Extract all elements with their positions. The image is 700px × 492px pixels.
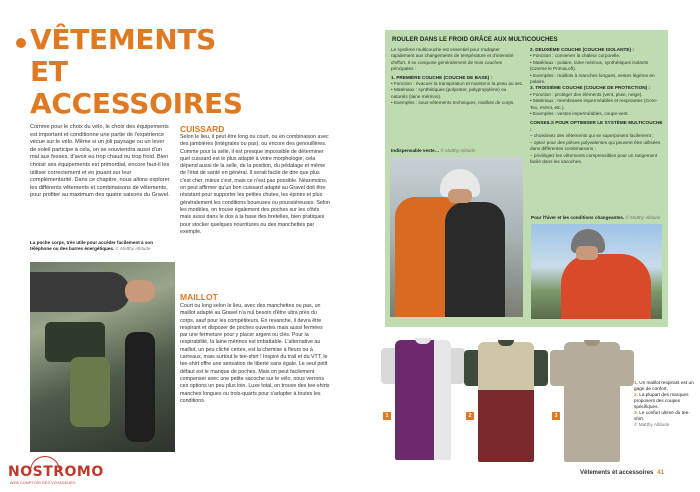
jersey-number-1: 1 [383, 412, 391, 420]
intro-paragraph: Comme pour le choix du vélo, le choix des équipements est important et conditionne une partie de l'expérience vécue sur le vélo. Même si un joli paysage ou un lever de soleil participe à cela, on se souviendra aussi d'un mal aux fesses, d'avoir eu trop chaud ou trop froid. Bien choisir ses équipements est primordial, encore faut-il les utiliser correctement et en jouant sur leur complémentarité. Dans ce chapitre, nous allons explorer les différents vêtements et combinaisons de vêtements, pour profiter au maximum des quatre saisons du Gravel. [30, 124, 170, 199]
caption-phone-pocket: La poche corps, très utile pour accéder facilement à son téléphone ou des barres énergétiques. © Matthy Altitude [30, 240, 154, 251]
jersey-3-image [550, 342, 634, 464]
jersey-2-image [464, 342, 548, 464]
photo-cyclist-pocket [30, 262, 175, 452]
page-number: 41 [657, 470, 665, 476]
jersey-number-3: 3 [552, 412, 560, 420]
publisher-logo: NOSTROMO WEB COMPTOIR DES VOYAGEURS [4, 456, 90, 490]
box-title: ROULER DANS LE FROID GRÂCE AUX MULTICOUCHES [392, 36, 558, 43]
page-title: VÊTEMENTS ET ACCESSOIRES [30, 23, 243, 120]
page-footer: Vêtements et accessoires 41 [580, 470, 665, 476]
jersey-1-image [381, 340, 465, 462]
caption-winter: Pour l'hiver et les conditions changeantes. © Matthy Altitude [531, 215, 661, 220]
box-column-right: 2. DEUXIÈME COUCHE (COUCHE ISOLANTE) : • Fonction : conserver la chaleur corporelle. • Matériaux : polaire, laine mérinos, synthétiques isolants (comme le PrimaLoft). • Exemples : maillots à manches longues, vestes légères en polaire. 3. TROISIÈME COUCHE (COUCHE DE PROTECTION) : • Fonction : protéger des éléments (vent, pluie, neige). • Matériaux : membranes imperméables et respirantes (Gore-Tex, eVent, etc.). • Exemples : vestes imperméables, coupe-vent. CONSEILS POUR OPTIMISER LE SYSTÈME MULTICOUCHE : – choisissez des vêtements qui se superposent facilement ; – optez pour des pièces polyvalentes qui peuvent être utilisées dans différentes combinaisons ; – privilégiez les vêtements compressibles pour un rangement facile dans les sacoches. [530, 47, 663, 164]
photo-cyclist-jacket [390, 157, 523, 317]
text-maillot: Court ou long selon le lieu, avec des manchettes ou pas, un maillot adapté au Gravel n'a nul besoin d'être ultra près du corps, sauf pour les compétiteurs. En revanche, il devra être respirant et disposer de poches ouvertes mais aussi fermées par une fermeture pour y placer argent ou clés. Pour la respirabilité, la laine mérinos est imbattable. L'alternative au maillot, un peu cliché certes, est la chemise à fleurs ou à carreaux, mais surtout le tee-shirt ! Inspiré du trail et du VTT, le tee-shirt offre une sensation de liberté sans égale. Le seul petit défaut est le manque de poches. Mais on peut facilement compenser avec une petite sacoche sur le vélo, nous verrons ces options un peu plus loin. Luxe total, on trouve des tee-shirts manches longues ou trois-quarts pour s'adapter à toutes les conditions. [180, 303, 330, 404]
jersey-captions: 1. Un maillot respirant est un gage de confort. 2. La plupart des marques proposent des coupes spécifiques. 3. Le confort ultime du tee-shirt. © Matthy Altitude [634, 380, 694, 427]
text-cuissard: Selon le lieu, il peut être long ou court, ou en combinaison avec des jambières (intégrales ou pas), ou encore des genouillères. Comme pour la selle, il est presque impossible de déterminer quel cuissard est le plus adapté à votre morphologie, cela dépend aussi de la selle, de la position, du pédalage et même de l'état de santé en général. Il serait facile de dire que plus c'est cher, mieux c'est, mais ce n'est pas possible. Néanmoins, on peut affirmer qu'un bon cuissard adapté au Gravel doit être résistant pour supporter les petites chutes, les épines et plus généralement les conditions boueuses ou poussiéreuses. Selon les modèles, on trouve également des poches sur les côtés mais aussi dans le dos à la base des bretelles, bien pratiques pour stocker quelques nourritures ou des manchettes par exemple. [180, 134, 330, 235]
jersey-number-2: 2 [466, 412, 474, 420]
caption-jacket: Indispensable veste… © Matthy Altitude [391, 148, 476, 153]
section-bullet [16, 38, 26, 48]
box-column-left: Le système multicouche est essentiel pour s'adapter rapidement aux changements de température et d'intensité d'effort. Il se compose généralement de trois couches principales : 1. PREMIÈRE COUCHE (COUCHE DE BASE) : • Fonction : évacuer la transpiration et maintenir la peau au sec. • Matériaux : synthétiques (polyester, polypropylène) ou naturels (laine mérinos). • Exemples : sous-vêtements techniques, maillots de corps. [391, 47, 524, 106]
heading-cuissard: CUISSARD [180, 124, 225, 134]
heading-maillot: MAILLOT [180, 292, 218, 302]
photo-cyclist-winter [531, 224, 662, 319]
